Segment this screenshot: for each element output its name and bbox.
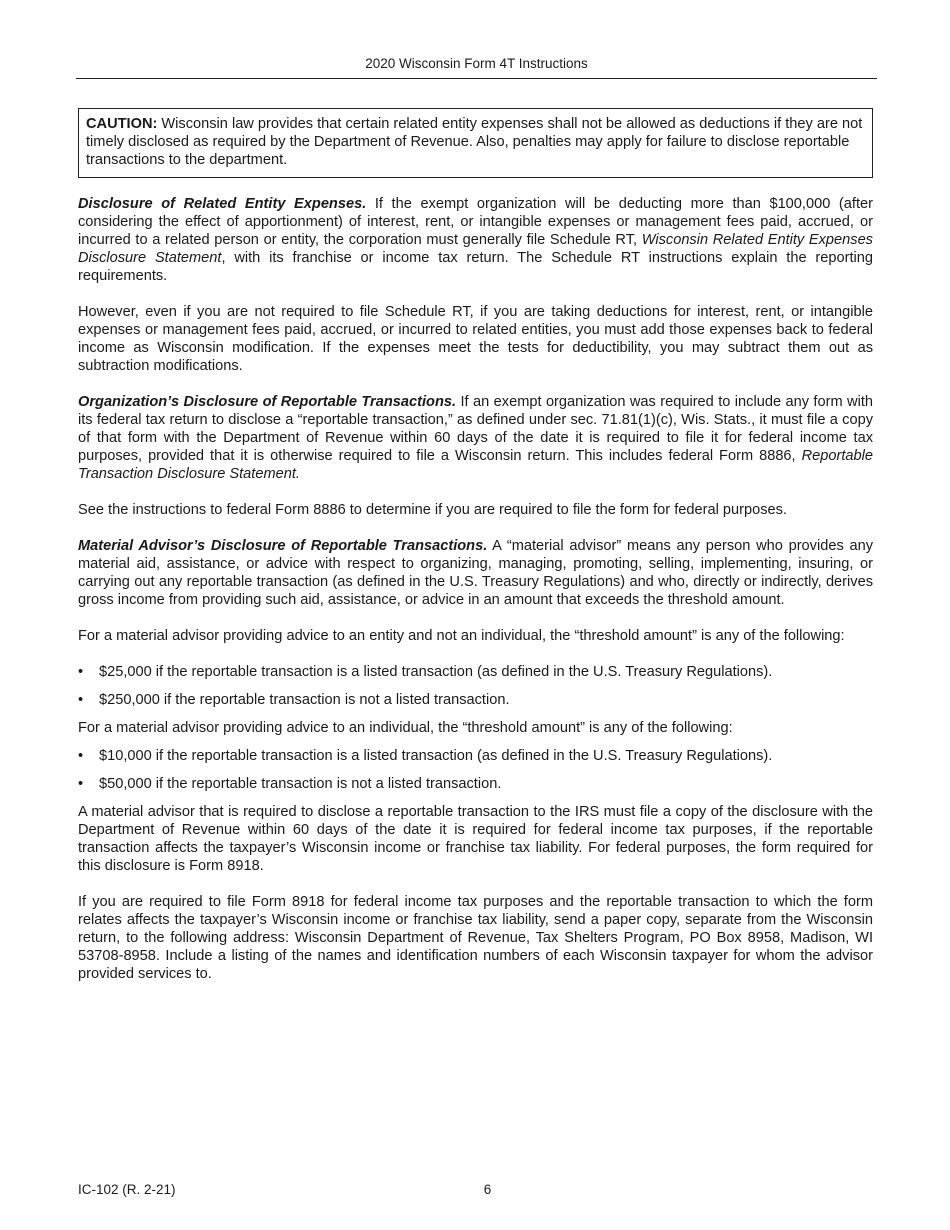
bullet-icon: • bbox=[78, 664, 84, 680]
related-entity-paragraph bbox=[78, 195, 873, 285]
caution-text: Wisconsin law provides that certain related entity expenses shall not be allowed as deductions if they are not timely disclosed as required by the Department of Revenue. Also, penalties may apply for failure to disclose reportable transactions to the department. bbox=[86, 116, 863, 168]
material-advisor-heading: Material Advisor’s Disclosure of Reportable Transactions. bbox=[78, 538, 488, 554]
schedule-rt-title: Wisconsin Related Entity Expenses Disclosure Statement bbox=[78, 232, 873, 266]
list-item bbox=[78, 747, 873, 765]
list-item-text: $25,000 if the reportable transaction is a listed transaction (as defined in the U.S. Treasury Regulations). bbox=[99, 664, 773, 680]
bullet-icon: • bbox=[78, 748, 84, 764]
entity-threshold-list bbox=[78, 663, 873, 709]
form-8886-title: Reportable Transaction Disclosure Statement. bbox=[78, 448, 873, 482]
bullet-icon: • bbox=[78, 776, 84, 792]
caution-label: CAUTION: bbox=[86, 116, 158, 132]
bullet-icon: • bbox=[78, 692, 84, 708]
list-item bbox=[78, 775, 873, 793]
document-body bbox=[78, 108, 873, 1001]
list-item-text: $250,000 if the reportable transaction is not a listed transaction. bbox=[99, 692, 510, 708]
related-entity-text-2: , with its franchise or income tax return. The Schedule RT instructions explain the reporting requirements. bbox=[78, 250, 873, 284]
material-advisor-paragraph bbox=[78, 537, 873, 609]
header-rule bbox=[76, 78, 877, 79]
disclose-paragraph: A material advisor that is required to disclose a reportable transaction to the IRS must file a copy of the disclosure with the Department of Revenue within 60 days of the date it is required for federal income tax purposes, if the reportable transaction affects the taxpayer’s Wisconsin income or franchise tax liability. For federal purposes, the form required for this disclosure is Form 8918. bbox=[78, 804, 873, 874]
individual-threshold-list bbox=[78, 747, 873, 793]
individual-threshold-intro: For a material advisor providing advice to an individual, the “threshold amount” is any of the following: bbox=[78, 720, 733, 736]
however-paragraph: However, even if you are not required to file Schedule RT, if you are taking deductions for interest, rent, or intangible expenses or management fees paid, accrued, or incurred to related entities, you must add those expenses back to federal income as Wisconsin modification. If the expenses meet the tests for deductibility, you may subtract them out as subtraction modifications. bbox=[78, 304, 873, 374]
footer-page-number: 6 bbox=[483, 1182, 492, 1197]
org-disclosure-paragraph bbox=[78, 393, 873, 483]
caution-box bbox=[78, 108, 873, 178]
list-item-text: $10,000 if the reportable transaction is a listed transaction (as defined in the U.S. Treasury Regulations). bbox=[99, 748, 773, 764]
list-item bbox=[78, 691, 873, 709]
org-disclosure-heading: Organization’s Disclosure of Reportable Transactions. bbox=[78, 394, 457, 410]
related-entity-text-1: If the exempt organization will be deducting more than $100,000 (after considering the effect of apportionment) of interest, rent, or intangible expenses or management fees paid, accrued, or incurred to a related person or entity, the corporation must generally file Schedule RT, bbox=[78, 196, 873, 248]
footer-form-id: IC-102 (R. 2-21) bbox=[78, 1182, 176, 1197]
org-disclosure-text: If an exempt organization was required to include any form with its federal tax return to disclose a “reportable transaction,” as defined under sec. 71.81(1)(c), Wis. Stats., it must file a copy of that form with the Department of Revenue within 60 days of the date it is required to file it for federal income tax purposes, provided that it is otherwise required to file a Wisconsin return. This includes federal Form 8886, bbox=[78, 394, 873, 464]
form-8918-paragraph: If you are required to file Form 8918 for federal income tax purposes and the reportable transaction to which the form relates affects the taxpayer’s Wisconsin income or franchise tax liability, send a paper copy, separate from the Wisconsin return, to the following address: Wisconsin Department of Revenue, Tax Shelters Program, PO Box 8958, Madison, WI 53708-8958. Include a listing of the names and identification numbers of each Wisconsin taxpayer for whom the advisor provided services to. bbox=[78, 894, 873, 982]
material-advisor-text: A “material advisor” means any person who provides any material aid, assistance, or advice with respect to organizing, managing, promoting, selling, implementing, insuring, or carrying out any reportable transaction (as defined in the U.S. Treasury Regulations) and who, directly or indirectly, derives gross income from providing such aid, assistance, or advice in an amount that exceeds the threshold amount. bbox=[78, 538, 873, 608]
list-item-text: $50,000 if the reportable transaction is not a listed transaction. bbox=[99, 776, 502, 792]
list-item bbox=[78, 663, 873, 681]
entity-threshold-intro: For a material advisor providing advice to an entity and not an individual, the “threshold amount” is any of the following: bbox=[78, 628, 845, 644]
related-entity-heading: Disclosure of Related Entity Expenses. bbox=[78, 196, 367, 212]
see-instructions-paragraph: See the instructions to federal Form 8886 to determine if you are required to file the form for federal purposes. bbox=[78, 502, 787, 518]
page-header-title: 2020 Wisconsin Form 4T Instructions bbox=[365, 56, 588, 71]
